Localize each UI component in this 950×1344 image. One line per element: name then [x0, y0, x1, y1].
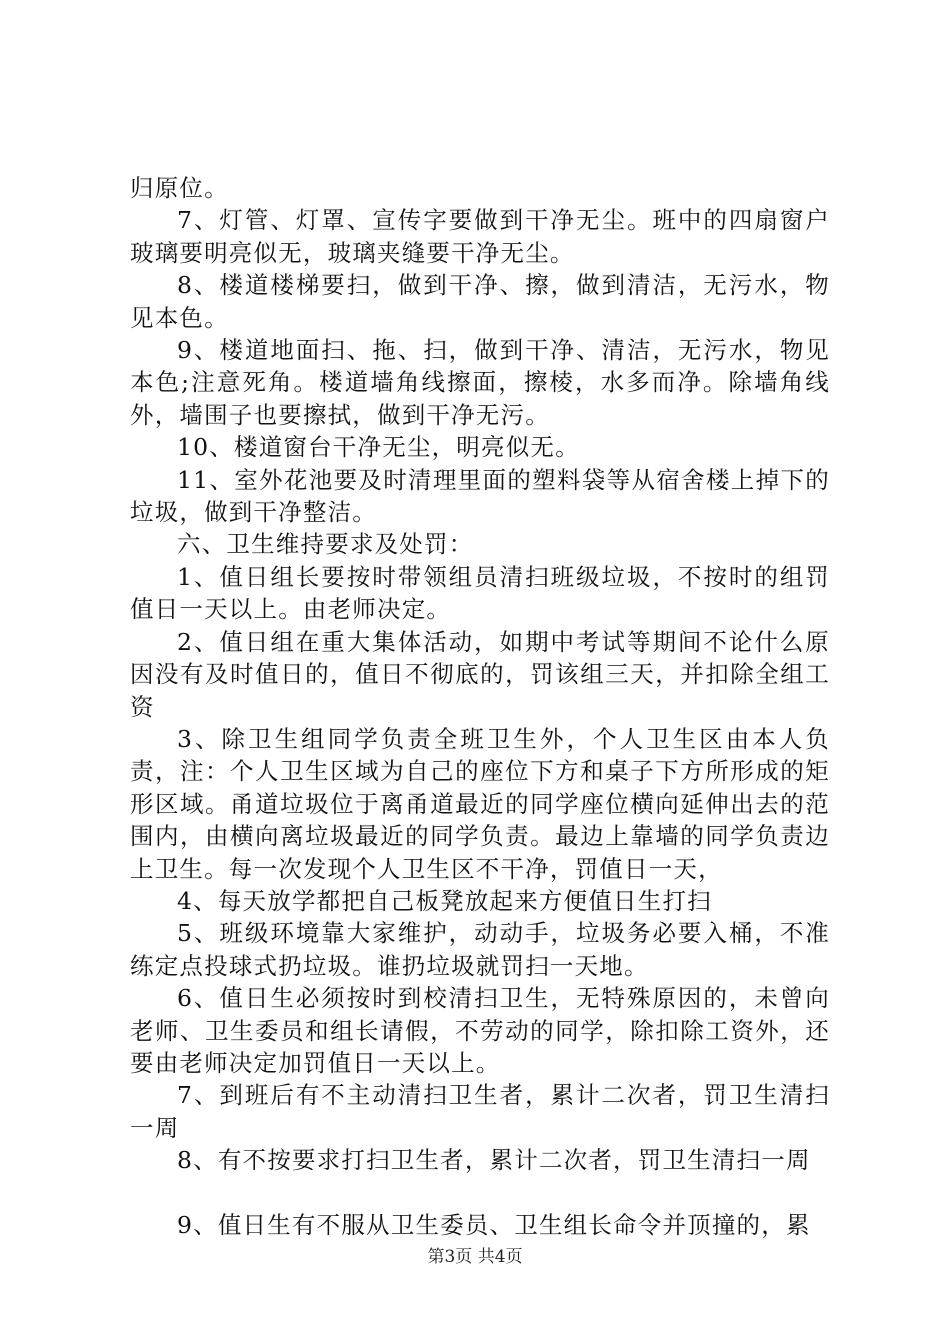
- paragraph: 9、值日生有不服从卫生委员、卫生组长命令并顶撞的，累: [177, 1210, 811, 1239]
- paragraph: 6、值日生必须按时到校清扫卫生，无特殊原因的，未曾向老师、卫生委员和组长请假，不劳动的同学，除扣除工资外，还要由老师决定加罚值日一天以上。: [130, 984, 830, 1077]
- section-heading: 六、卫生维持要求及处罚：: [177, 530, 474, 559]
- paragraph: 1、值日组长要按时带领组员清扫班级垃圾，不按时的组罚值日一天以上。由老师决定。: [130, 562, 830, 624]
- paragraph: 10、楼道窗台干净无尘，明亮似无。: [177, 433, 580, 462]
- paragraph: 3、除卫生组同学负责全班卫生外，个人卫生区由本人负责，注：个人卫生区域为自己的座位下方和桌子下方所形成的矩形区域。甬道垃圾位于离甬道最近的同学座位横向延伸出去的范围内，由横向离垃圾最近的同学负责。最边上靠墙的同学负责边上卫生。每一次发现个人卫生区不干净，罚值日一天，: [130, 724, 830, 883]
- document-body: [130, 172, 830, 1241]
- paragraph: 9、楼道地面扫、拖、扫，做到干净、清洁，无污水，物见本色;注意死角。楼道墙角线擦面，擦棱，水多而净。除墙角线外，墙围子也要擦拭，做到干净无污。: [130, 336, 830, 429]
- paragraph: 8、楼道楼梯要扫，做到干净、擦，做到清洁，无污水，物见本色。: [130, 271, 830, 332]
- paragraph: 归原位。: [130, 174, 229, 202]
- paragraph: 8、有不按要求打扫卫生者，累计二次者，罚卫生清扫一周: [177, 1146, 811, 1175]
- paragraph: 4、每天放学都把自己板凳放起来方便值日生打扫: [177, 886, 712, 915]
- paragraph: 2、值日组在重大集体活动，如期中考试等期间不论什么原因没有及时值日的，值日不彻底的，罚该组三天，并扣除全组工资: [130, 627, 830, 721]
- paragraph: 7、到班后有不主动清扫卫生者，累计二次者，罚卫生清扫一周: [130, 1081, 830, 1142]
- page-footer: 第3页 共4页: [427, 1247, 523, 1267]
- paragraph: 5、班级环境靠大家维护，动动手，垃圾务必要入桶，不准练定点投球式扔垃圾。谁扔垃圾就罚扫一天地。: [130, 919, 830, 980]
- paragraph: 7、灯管、灯罩、宣传字要做到干净无尘。班中的四扇窗户玻璃要明亮似无，玻璃夹缝要干净无尘。: [130, 206, 830, 267]
- paragraph: 11、室外花池要及时清理里面的塑料袋等从宿舍楼上掉下的垃圾，做到干净整洁。: [130, 465, 830, 527]
- paragraph-spacer: [130, 1177, 830, 1209]
